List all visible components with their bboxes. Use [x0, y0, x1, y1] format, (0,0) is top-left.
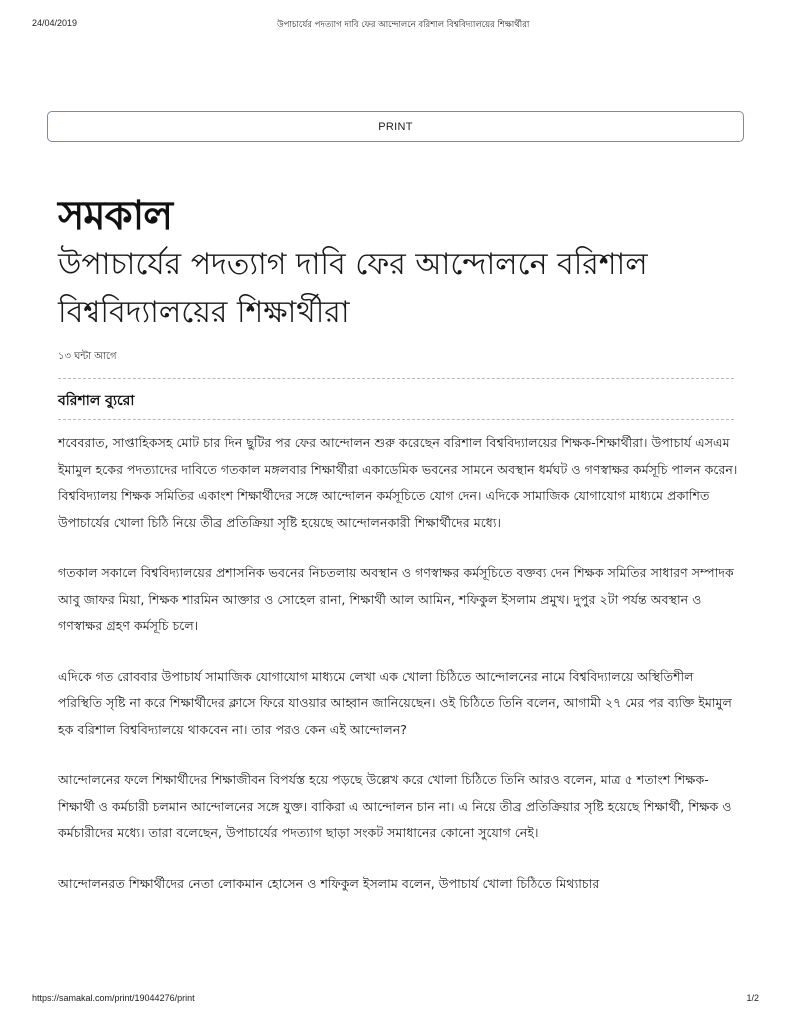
print-button[interactable]: PRINT — [47, 111, 744, 142]
headline-line-2: বিশ্ববিদ্যালয়ের শিক্ষার্থীরা — [58, 295, 350, 330]
article-paragraph: আন্দোলনের ফলে শিক্ষার্থীদের শিক্ষাজীবন বিপর্যস্ত হয়ে পড়ছে উল্লেখ করে খোলা চিঠিতে তিনি আরও বলেন, মাত্র ৫ শতাংশ শিক্ষক-শিক্ষার্থী ও কর্মচারী চলমান আন্দোলনের সঙ্গে যুক্ত। বাকিরা এ আন্দোলন চান না। এ নিয়ে তীব্র প্রতিক্রিয়ার সৃষ্টি হয়েছে শিক্ষার্থী, শিক্ষক ও কর্মচারীদের মধ্যে। তারা বলেছেন, উপাচার্যের পদত্যাগ ছাড়া সংকট সমাধানের কোনো সুযোগ নেই। — [58, 772, 732, 840]
print-date: 24/04/2019 — [32, 18, 78, 28]
article-time-ago: ১৩ ঘন্টা আগে — [58, 351, 117, 362]
article-paragraph: গতকাল সকালে বিশ্ববিদ্যালয়ের প্রশাসনিক ভবনের নিচতলায় অবস্থান ও গণস্বাক্ষর কর্মসূচিতে বক্তব্য দেন শিক্ষক সমিতির সাধারণ সম্পাদক আবু জাফর মিয়া, শিক্ষক শারমিন আক্তার ও সোহেল রানা, শিক্ষার্থী আল আমিন, শফিকুল ইসলাম প্রমুখ। দুপুর ২টা পর্যন্ত অবস্থান ও গণস্বাক্ষর গ্রহণ কর্মসূচি চলে। — [58, 565, 734, 633]
samakal-logo: সমকাল — [58, 192, 173, 239]
print-header — [32, 18, 759, 34]
print-footer — [32, 993, 759, 1007]
divider-top — [58, 378, 734, 379]
article-paragraph: শবেবরাত, সাপ্তাহিকসহ মোট চার দিন ছুটির পর ফের আন্দোলন শুরু করেছেন বরিশাল বিশ্ববিদ্যালয়ের শিক্ষক-শিক্ষার্থীরা। উপাচার্য এসএম ইমামুল হকের পদত্যাদের দাবিতে গতকাল মঙ্গলবার শিক্ষার্থীরা একাডেমিক ভবনের সামনে অবস্থান ধর্মঘট ও গণস্বাক্ষর কর্মসূচি পালন করেন। বিশ্ববিদ্যালয় শিক্ষক সমিতির একাংশ শিক্ষার্থীদের সঙ্গে আন্দোলন কর্মসূচিতে যোগ দেন। এদিকে সামাজিক যোগাযোগ মাধ্যমে প্রকাশিত উপাচার্যের খোলা চিঠি নিয়ে তীব্র প্রতিক্রিয়া সৃষ্টি হয়েছে আন্দোলনকারী শিক্ষার্থীদের মধ্যে। — [58, 435, 738, 530]
article-paragraph: আন্দোলনরত শিক্ষার্থীদের নেতা লোকমান হোসেন ও শফিকুল ইসলাম বলেন, উপাচার্য খোলা চিঠিতে মিথ্যাচার — [58, 875, 600, 891]
headline-line-1: উপাচার্যের পদত্যাগ দাবি ফের আন্দোলনে বরিশাল — [58, 247, 648, 282]
print-doc-title: উপাচার্যের পদত্যাগ দাবি ফের আন্দোলনে বরিশাল বিশ্ববিদ্যালয়ের শিক্ষার্থীরা — [277, 20, 530, 30]
article-byline: বরিশাল ব্যুরো — [58, 393, 135, 409]
divider-bottom — [58, 419, 734, 420]
article-paragraph: এদিকে গত রোববার উপাচার্য সামাজিক যোগাযোগ মাধ্যমে লেখা এক খোলা চিঠিতে আন্দোলনের নামে বিশ্ববিদ্যালয়ে অস্থিতিশীল পরিস্থিতি সৃষ্টি না করে শিক্ষার্থীদের ক্লাসে ফিরে যাওয়ার আহ্বান জানিয়েছেন। ওই চিঠিতে তিনি বলেন, আগামী ২৭ মের পর ব্যক্তি ইমামুল হক বরিশাল বিশ্ববিদ্যালয়ে থাকবেন না। তার পরও কেন এই আন্দোলন? — [58, 668, 732, 737]
article-body — [58, 430, 738, 921]
page-number: 1/2 — [746, 993, 759, 1003]
article-headline — [58, 241, 738, 337]
print-url: https://samakal.com/print/19044276/print — [32, 993, 195, 1003]
